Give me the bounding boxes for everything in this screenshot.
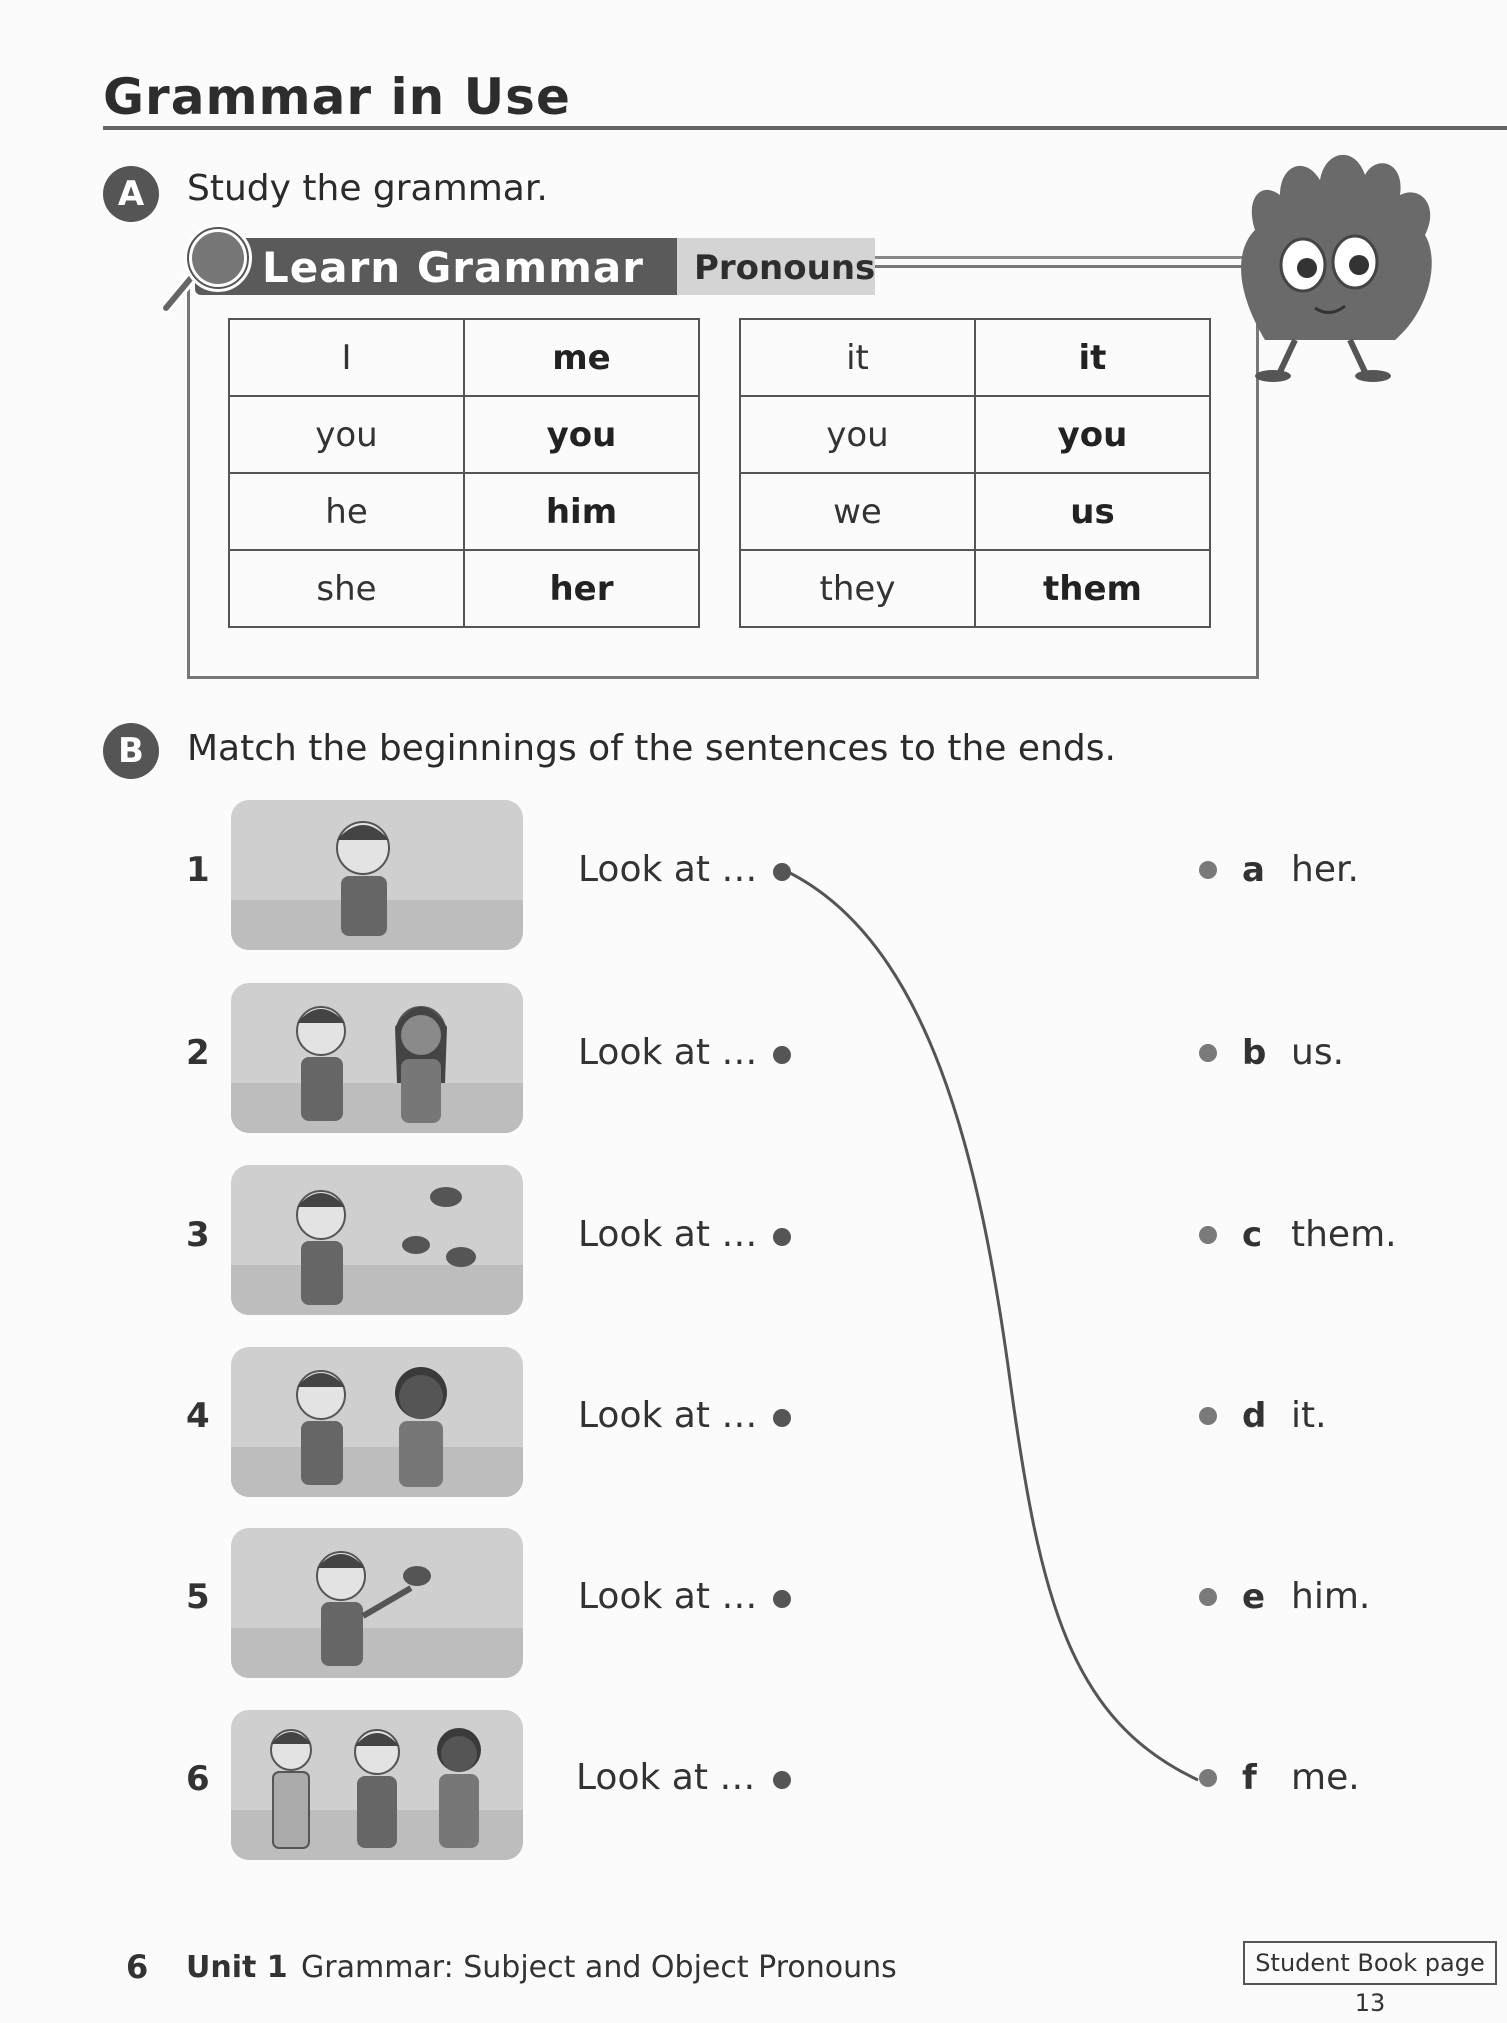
banner-rule — [875, 256, 1245, 259]
section-a-instruction: Study the grammar. — [187, 168, 548, 209]
ending-dot-c[interactable] — [1199, 1226, 1217, 1244]
ending-text: it. — [1291, 1395, 1327, 1436]
ending-dot-d[interactable] — [1199, 1407, 1217, 1425]
table-row — [229, 550, 699, 627]
ending-letter: e — [1242, 1577, 1266, 1617]
ending-text: her. — [1291, 849, 1359, 890]
sentence-stem: Look at … — [578, 1576, 758, 1617]
ending-text: him. — [1291, 1576, 1371, 1617]
picture-boy-alone — [231, 800, 523, 950]
subject-pronoun: they — [740, 550, 975, 627]
object-pronoun: us — [975, 473, 1210, 550]
object-pronoun: them — [975, 550, 1210, 627]
table-row — [229, 319, 699, 396]
table-row — [229, 473, 699, 550]
ending-dot-e[interactable] — [1199, 1588, 1217, 1606]
sentence-stem: Look at … — [578, 1214, 758, 1255]
ending-dot-b[interactable] — [1199, 1044, 1217, 1062]
subject-pronoun: you — [740, 396, 975, 473]
item-number: 6 — [186, 1759, 210, 1799]
item-number: 5 — [186, 1577, 210, 1617]
subject-pronoun: we — [740, 473, 975, 550]
object-pronoun: you — [464, 396, 699, 473]
item-number: 2 — [186, 1033, 210, 1073]
table-row — [229, 396, 699, 473]
ending-letter: a — [1242, 850, 1265, 890]
subject-pronoun: I — [229, 319, 464, 396]
table-row — [740, 319, 1210, 396]
object-pronoun: you — [975, 396, 1210, 473]
banner-label: Learn Grammar — [262, 243, 644, 292]
section-badge-a: A — [103, 166, 159, 222]
sentence-stem: Look at … — [576, 1757, 756, 1798]
picture-boy-with-bird — [231, 1528, 523, 1678]
subject-pronoun: she — [229, 550, 464, 627]
ending-text: us. — [1291, 1032, 1345, 1073]
ending-letter: d — [1242, 1396, 1267, 1436]
hand-mascot-icon — [1225, 140, 1455, 390]
student-book-reference: Student Book page 13 — [1243, 1941, 1497, 1985]
banner-topic: Pronouns — [694, 248, 876, 288]
page-title: Grammar in Use — [103, 68, 571, 126]
section-b-instruction: Match the beginnings of the sentences to the ends. — [187, 728, 1116, 769]
page-number: 6 — [126, 1948, 149, 1986]
sentence-stem: Look at … — [578, 849, 758, 890]
picture-two-boys — [231, 1347, 523, 1497]
object-pronoun: it — [975, 319, 1210, 396]
object-pronoun: him — [464, 473, 699, 550]
pronoun-table-right — [739, 318, 1211, 628]
subject-pronoun: he — [229, 473, 464, 550]
ending-text: me. — [1291, 1757, 1360, 1798]
sentence-stem: Look at … — [578, 1032, 758, 1073]
picture-boy-and-girl — [231, 983, 523, 1133]
magnifier-icon — [158, 222, 258, 322]
sentence-stem: Look at … — [578, 1395, 758, 1436]
footer-unit: Unit 1 — [186, 1950, 288, 1985]
subject-pronoun: it — [740, 319, 975, 396]
ending-dot-f[interactable] — [1199, 1769, 1217, 1787]
item-number: 3 — [186, 1215, 210, 1255]
ending-text: them. — [1291, 1214, 1397, 1255]
table-row — [740, 396, 1210, 473]
ending-letter: c — [1242, 1215, 1263, 1255]
ending-dot-a[interactable] — [1199, 861, 1217, 879]
picture-three-boys — [231, 1710, 523, 1860]
ending-letter: f — [1242, 1758, 1257, 1798]
item-number: 4 — [186, 1396, 210, 1436]
item-number: 1 — [186, 850, 210, 890]
object-pronoun: me — [464, 319, 699, 396]
subject-pronoun: you — [229, 396, 464, 473]
table-row — [740, 550, 1210, 627]
footer-topic: Grammar: Subject and Object Pronouns — [301, 1950, 897, 1985]
object-pronoun: her — [464, 550, 699, 627]
pronoun-table-left — [228, 318, 700, 628]
picture-boy-and-birds — [231, 1165, 523, 1315]
title-rule — [103, 126, 1507, 130]
example-match-line — [780, 860, 1220, 1800]
table-row — [740, 473, 1210, 550]
section-badge-b: B — [103, 723, 159, 779]
ending-letter: b — [1242, 1033, 1267, 1073]
